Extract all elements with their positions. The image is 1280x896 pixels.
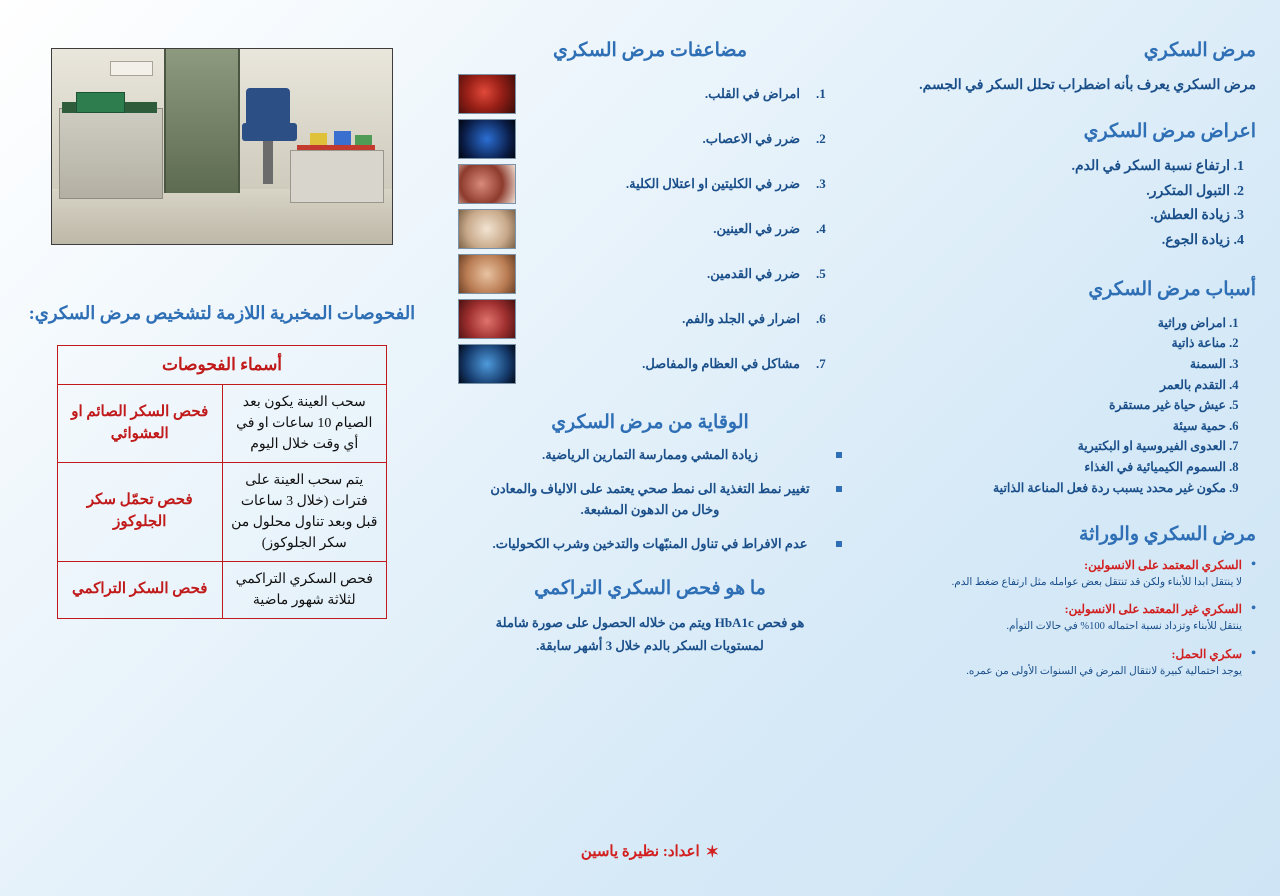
lab-tests-table [57,345,387,619]
item-number: 7. [816,355,826,371]
symptoms-title: اعراض مرض السكري [1083,121,1256,143]
nerve-icon [458,119,516,159]
complications-title: مضاعفات مرض السكري [552,40,748,61]
left-column [0,0,440,896]
item-number: 4. [816,220,826,236]
list-item [458,164,842,204]
item-number: 5. [816,265,826,281]
list-item: 1. امراض وراثية [878,313,1226,334]
heredity-body: ينتقل للأبناء وتزداد نسبة احتماله 100% في حالات التوأم. [1006,621,1242,633]
right-column [860,0,1280,896]
middle-column [440,0,860,896]
item-label: امراض في القلب. [704,85,800,101]
heredity-head: • السكري غير المعتمد على الانسولين: [878,602,1256,617]
credit-text: اعداد: نظيرة ياسين [580,844,700,860]
list-item: 9. مكون غير محدد يسبب ردة فعل المناعة الذاتية [878,478,1226,499]
test-description: فحص السكري التراكمي لثلاثة شهور ماضية [222,562,387,619]
test-description: سحب العينة يكون بعد الصيام 10 ساعات او في أي وقت خلال اليوم [222,385,387,463]
list-item: 4. التقدم بالعمر [878,375,1226,396]
item-label: ضرر في الكليتين او اعتلال الكلية. [625,175,800,191]
list-item [458,119,842,159]
heredity-title: مرض السكري والوراثة [1079,524,1256,546]
list-item [458,209,842,249]
foot-icon [458,254,516,294]
asterisk-star-icon: ✶ [705,844,720,861]
lab-tests-title: الفحوصات المخبرية اللازمة لتشخيص مرض السكري: [28,303,416,323]
list-item [458,344,842,384]
complications-list [458,74,842,384]
list-item: 8. السموم الكيميائية في الغذاء [878,457,1226,478]
skin-mouth-icon [458,299,516,339]
list-item: 3. زيادة العطش. [878,204,1230,229]
list-item: 2. التبول المتكرر. [878,180,1230,205]
eye-icon [458,209,516,249]
bone-joint-icon [458,344,516,384]
item-number: 2. [816,130,826,146]
list-item: 3. السمنة [878,354,1226,375]
intro-paragraph: مرض السكري يعرف بأنه اضطراب تحلل السكر في الجسم. [919,77,1256,93]
table-row [58,463,387,562]
hba1c-title: ما هو فحص السكري التراكمي [534,578,766,600]
heart-icon [458,74,516,114]
heredity-body: يوجد احتمالية كبيرة لانتقال المرض في السنوات الأولى من عمره. [966,665,1242,677]
list-item [458,299,842,339]
test-name: فحص السكر الصائم او العشوائي [58,385,223,463]
table-header-row [58,346,387,385]
item-number: 6. [816,310,826,326]
heredity-head: • سكري الحمل: [878,647,1256,662]
causes-list [878,313,1256,499]
hba1c-text: هو فحص HbA1c ويتم من خلاله الحصول على صورة شاملة لمستويات السكر بالدم خلال 3 أشهر سابقة. [495,615,805,653]
heredity-head: • السكري المعتمد على الانسولين: [878,558,1256,573]
list-item [878,558,1256,591]
test-name: فحص السكر التراكمي [58,562,223,619]
list-item: عدم الافراط في تناول المنبّهات والتدخين وشرب الكحوليات. [458,534,842,555]
list-item [878,602,1256,635]
list-item: زيادة المشي وممارسة التمارين الرياضية. [458,445,842,466]
list-item: 5. عيش حياة غير مستقرة [878,395,1226,416]
list-item [878,647,1256,680]
prevention-list [458,445,842,554]
table-row [58,385,387,463]
item-label: ضرر في العينين. [713,220,800,236]
heredity-body: لا ينتقل ابدا للأبناء ولكن قد تنتقل بعض عوامله مثل ارتفاع ضغط الدم. [951,576,1242,588]
clinic-room-photo [51,48,393,245]
prevention-title: الوقاية من مرض السكري [551,411,749,433]
list-item: 2. مناعة ذاتية [878,333,1226,354]
list-item: 7. العدوى الفيروسية او البكتيرية [878,436,1226,457]
kidney-icon [458,164,516,204]
list-item: 4. زيادة الجوع. [878,229,1230,254]
list-item [458,74,842,114]
table-header: أسماء الفحوصات [58,346,387,385]
main-title: مرض السكري [1143,40,1256,61]
item-label: ضرر في القدمين. [706,265,800,281]
list-item: تغيير نمط التغذية الى نمط صحي يعتمد على الالياف والمعادن وخال من الدهون المشبعة. [458,479,842,521]
credit-line [440,842,860,862]
test-name: فحص تحمّل سكر الجلوكوز [58,463,223,562]
item-label: اضرار في الجلد والفم. [682,310,800,326]
causes-title: أسباب مرض السكري [1088,279,1256,301]
test-description: يتم سحب العينة على فترات (خلال 3 ساعات قبل وبعد تناول محلول من سكر الجلوكوز) [222,463,387,562]
item-number: 1. [816,85,826,101]
item-label: ضرر في الاعصاب. [702,130,800,146]
table-row [58,562,387,619]
heredity-list [878,558,1256,680]
list-item: 1. ارتفاع نسبة السكر في الدم. [878,155,1230,180]
item-label: مشاكل في العظام والمفاصل. [642,355,800,371]
item-number: 3. [816,175,826,191]
symptoms-list [878,155,1256,253]
list-item [458,254,842,294]
list-item: 6. حمية سيئة [878,416,1226,437]
